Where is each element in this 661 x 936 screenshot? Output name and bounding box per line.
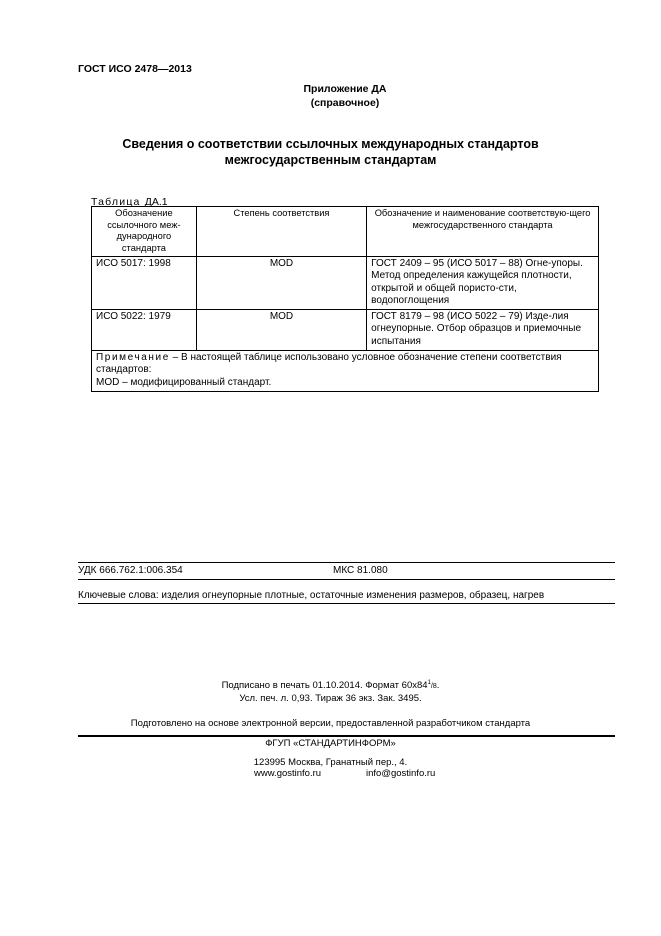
- header-degree: Степень соответствия: [196, 207, 366, 257]
- publisher-divider: [78, 735, 615, 737]
- mks-code: МКС 81.080: [333, 565, 388, 576]
- divider-udk-keywords: [78, 579, 615, 580]
- publisher-email: info@gostinfo.ru: [366, 768, 436, 779]
- document-code: ГОСТ ИСО 2478—2013: [78, 63, 192, 75]
- annex-subtitle: (справочное): [310, 97, 380, 109]
- publisher-address: 123995 Москва, Гранатный пер., 4.: [253, 757, 408, 768]
- publisher-name: ФГУП «СТАНДАРТИНФОРМ»: [265, 738, 396, 749]
- note-line2: MOD – модифицированный стандарт.: [96, 376, 272, 388]
- table-caption-word: Таблица: [91, 196, 141, 208]
- table-note: [92, 351, 599, 392]
- format-end: .: [436, 680, 440, 692]
- cell-ref: ИСО 5022: 1979: [92, 310, 197, 351]
- table-header-row: [92, 207, 599, 257]
- publication-print-info: Усл. печ. л. 0,93. Тираж 36 экз. Зак. 3495.: [239, 693, 422, 704]
- table-row: [92, 310, 599, 351]
- note-text: – В настоящей таблице использовано условное обозначение степени соответствия стандартов:: [96, 352, 562, 376]
- cell-ref: ИСО 5017: 1998: [92, 257, 197, 310]
- keywords: Ключевые слова: изделия огнеупорные плотные, остаточные изменения размеров, образец, нагрев: [78, 590, 545, 601]
- cell-national: ГОСТ 8179 – 98 (ИСО 5022 – 79) Изде-лия огнеупорные. Отбор образцов и приемочные испытания: [367, 310, 599, 351]
- signed-text: Подписано в печать 01.10.2014. Формат 60x84: [221, 680, 428, 692]
- publisher-website: www.gostinfo.ru: [254, 768, 322, 779]
- standards-table: [91, 206, 599, 392]
- divider-top-udk: [78, 562, 615, 563]
- table-caption-number: ДА.1: [144, 196, 168, 208]
- document-title: [0, 136, 661, 168]
- format-subscript: /8: [430, 683, 437, 691]
- header-ref-standard: Обозначение ссылочного меж-дународного стандарта: [92, 207, 197, 257]
- annex-title: Приложение ДА: [303, 83, 387, 95]
- divider-keywords-bottom: [78, 603, 615, 604]
- header-national-standard: Обозначение и наименование соответствую-щего межгосударственного стандарта: [367, 207, 599, 257]
- cell-national: ГОСТ 2409 – 95 (ИСО 5017 – 88) Огне-упоры. Метод определения кажущейся плотности, открытой и общей пористо-сти, водопоглощения: [367, 257, 599, 310]
- table-note-row: [92, 351, 599, 392]
- cell-degree: MOD: [196, 310, 366, 351]
- document-title-line1: Сведения о соответствии ссылочных международных стандартов: [122, 137, 539, 151]
- table-row: [92, 257, 599, 310]
- document-title-line2: межгосударственным стандартам: [224, 153, 437, 167]
- note-label: Примечание: [96, 352, 170, 364]
- cell-degree: MOD: [196, 257, 366, 310]
- publication-signed: [0, 680, 661, 691]
- publication-prepared: Подготовлено на основе электронной версии, предоставленной разработчиком стандарта: [130, 718, 531, 729]
- udk-code: УДК 666.762.1:006.354: [78, 565, 183, 576]
- format-superscript: 1: [427, 680, 431, 686]
